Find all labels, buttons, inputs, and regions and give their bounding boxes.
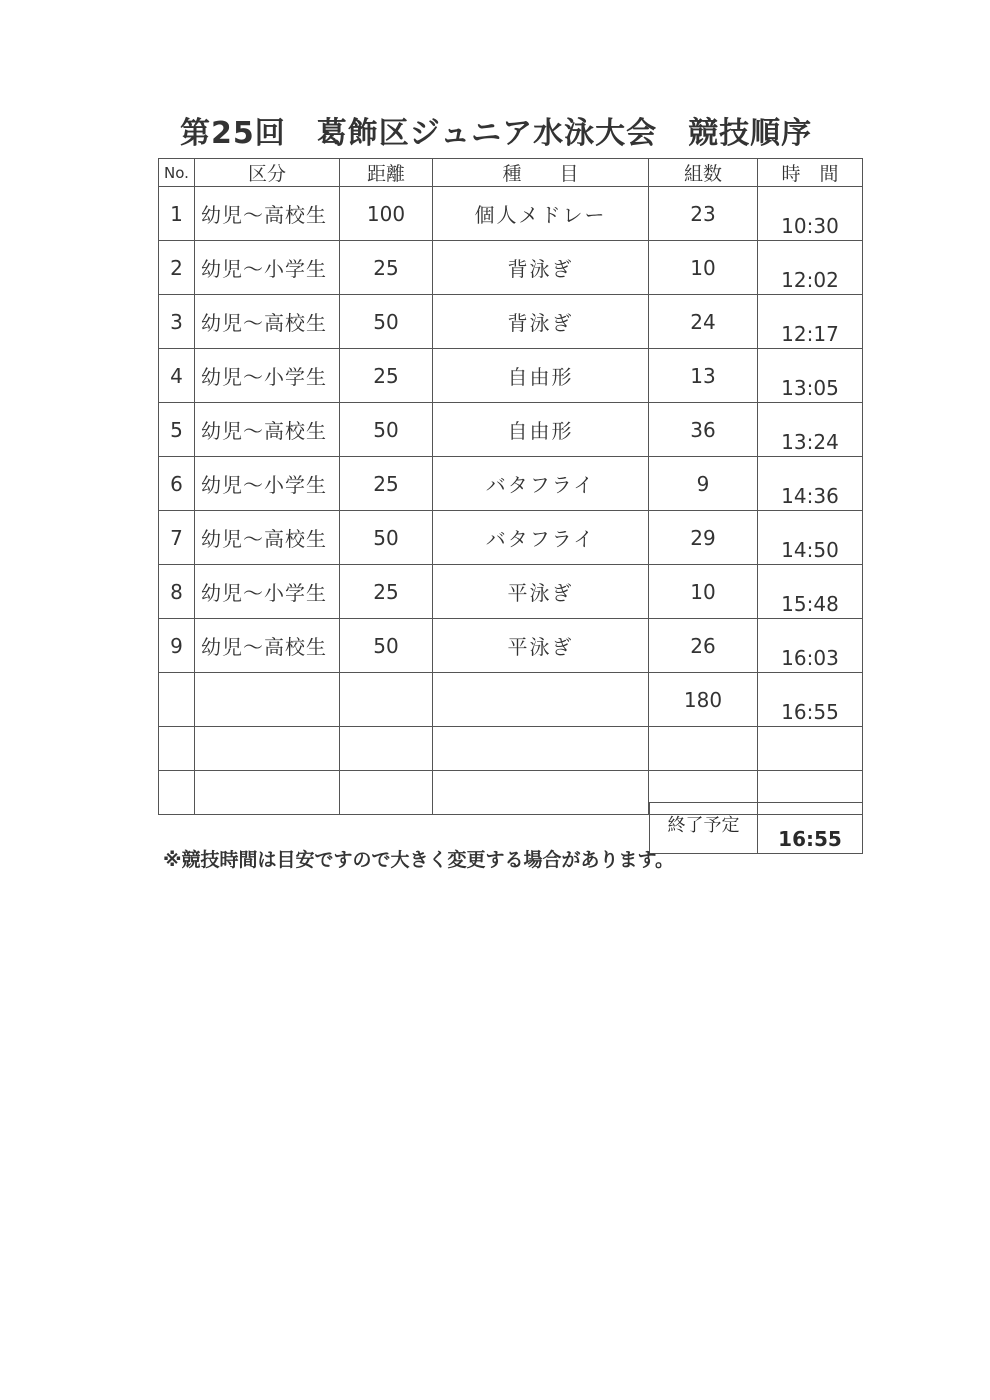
cell-no: 4 [159,349,195,403]
cell-distance: 50 [340,403,433,457]
empty-cell [159,771,195,815]
table-row [159,403,863,457]
cell-time: 16:03 [758,619,863,673]
table-row [159,565,863,619]
cell-event: 平泳ぎ [433,565,649,619]
cell-category: 幼児～小学生 [195,565,340,619]
cell-category [195,673,340,727]
cell-distance: 50 [340,511,433,565]
cell-event: 平泳ぎ [433,619,649,673]
cell-time: 12:17 [758,295,863,349]
header-groups: 組数 [649,159,758,187]
empty-cell [195,771,340,815]
end-time-box [649,802,863,854]
empty-cell [195,727,340,771]
cell-groups: 23 [649,187,758,241]
cell-category: 幼児～小学生 [195,349,340,403]
document-title: 第25回 葛飾区ジュニア水泳大会 競技順序 [180,116,813,151]
table-row [159,457,863,511]
cell-no: 7 [159,511,195,565]
cell-distance: 25 [340,457,433,511]
cell-groups: 24 [649,295,758,349]
cell-groups: 10 [649,241,758,295]
cell-distance: 50 [340,619,433,673]
empty-cell [649,727,758,771]
cell-groups: 10 [649,565,758,619]
cell-no: 9 [159,619,195,673]
cell-time: 15:48 [758,565,863,619]
table-row [159,295,863,349]
cell-category: 幼児～高校生 [195,187,340,241]
cell-time: 12:02 [758,241,863,295]
cell-groups: 29 [649,511,758,565]
header-time: 時 間 [758,159,863,187]
cell-distance: 25 [340,565,433,619]
cell-time: 13:24 [758,403,863,457]
table-row [159,511,863,565]
cell-groups: 9 [649,457,758,511]
cell-category: 幼児～高校生 [195,295,340,349]
cell-time: 14:50 [758,511,863,565]
cell-time: 10:30 [758,187,863,241]
empty-cell [433,771,649,815]
schedule-table [158,158,863,815]
empty-cell [758,727,863,771]
header-distance: 距離 [340,159,433,187]
empty-cell [340,771,433,815]
cell-time: 13:05 [758,349,863,403]
cell-time: 16:55 [758,673,863,727]
cell-event: 個人メドレー [433,187,649,241]
empty-row [159,727,863,771]
cell-distance: 50 [340,295,433,349]
cell-no: 8 [159,565,195,619]
cell-no: 6 [159,457,195,511]
cell-time: 14:36 [758,457,863,511]
cell-no: 1 [159,187,195,241]
cell-no: 2 [159,241,195,295]
end-time-label: 終了予定 [650,803,758,854]
cell-groups: 36 [649,403,758,457]
cell-distance: 25 [340,349,433,403]
cell-category: 幼児～小学生 [195,457,340,511]
header-event: 種 目 [433,159,649,187]
cell-distance: 25 [340,241,433,295]
cell-event: バタフライ [433,511,649,565]
end-time-value: 16:55 [758,803,863,854]
header-no: No. [159,159,195,187]
cell-groups: 13 [649,349,758,403]
empty-cell [159,727,195,771]
cell-category: 幼児～高校生 [195,511,340,565]
cell-groups: 26 [649,619,758,673]
cell-category: 幼児～高校生 [195,619,340,673]
empty-cell [433,727,649,771]
cell-distance [340,673,433,727]
cell-event: バタフライ [433,457,649,511]
empty-cell [340,727,433,771]
table-row [159,619,863,673]
cell-event [433,673,649,727]
cell-groups: 180 [649,673,758,727]
footnote: ※競技時間は目安ですので大きく変更する場合があります。 [163,849,674,871]
cell-distance: 100 [340,187,433,241]
table-row [159,349,863,403]
cell-event: 背泳ぎ [433,295,649,349]
cell-event: 背泳ぎ [433,241,649,295]
table-row [159,673,863,727]
cell-event: 自由形 [433,403,649,457]
cell-event: 自由形 [433,349,649,403]
cell-no: 5 [159,403,195,457]
table-row [159,241,863,295]
header-row [159,159,863,187]
cell-category: 幼児～小学生 [195,241,340,295]
header-category: 区分 [195,159,340,187]
cell-no [159,673,195,727]
cell-category: 幼児～高校生 [195,403,340,457]
table-row [159,187,863,241]
cell-no: 3 [159,295,195,349]
